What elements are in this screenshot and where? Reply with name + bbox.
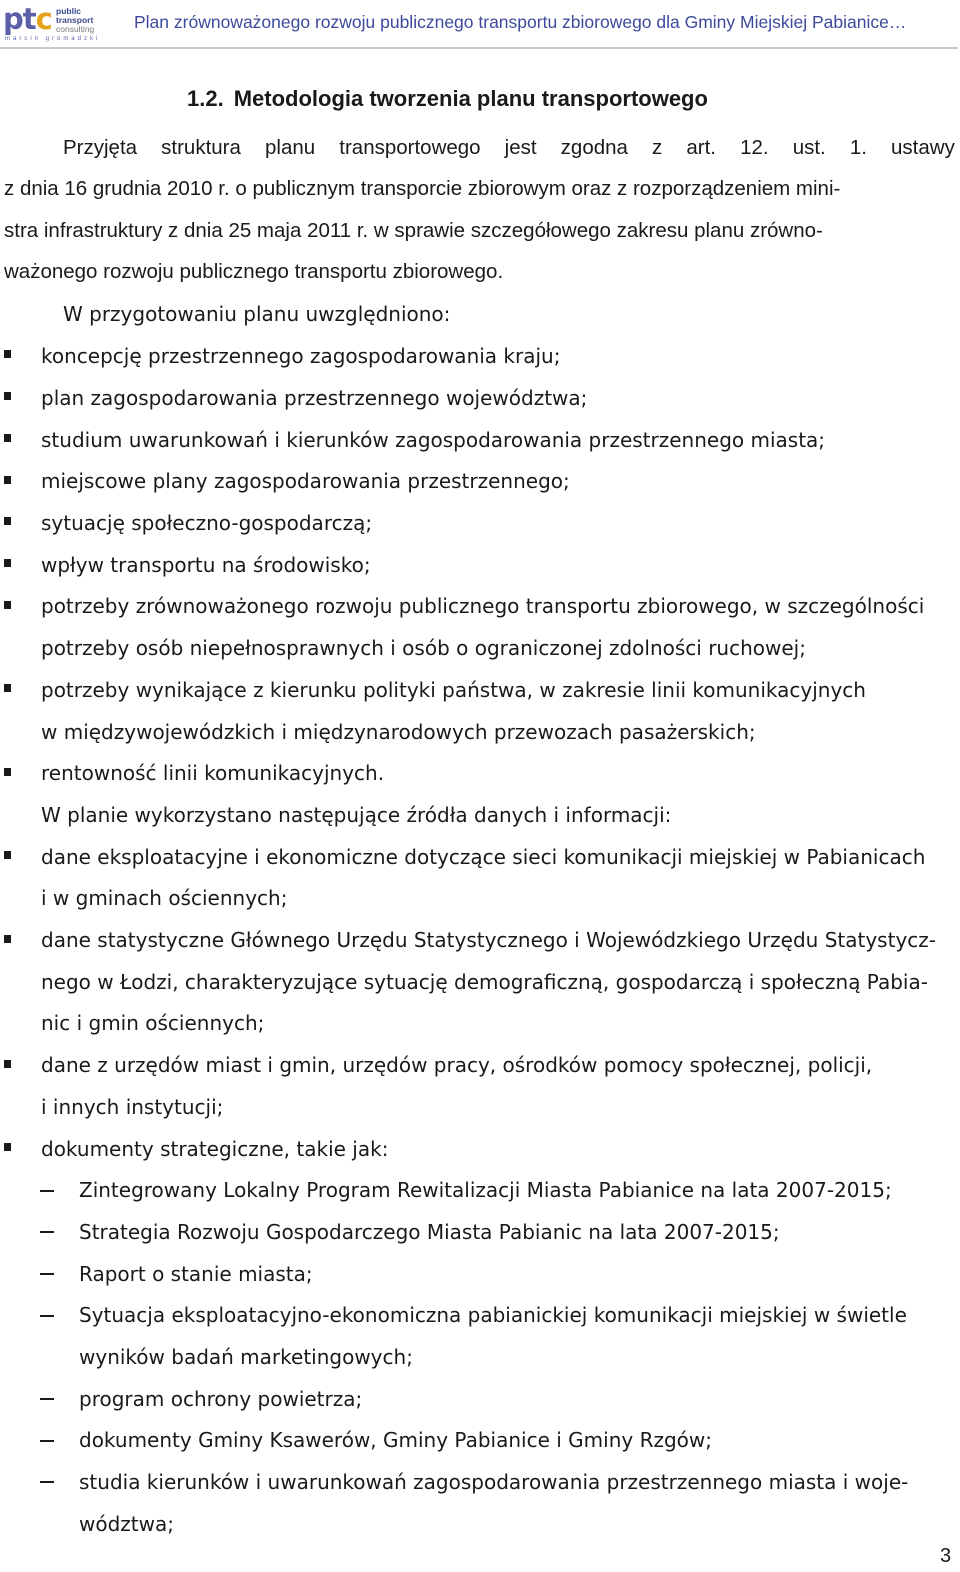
list-item: potrzeby wynikające z kierunku polityki państwa, w zakresie linii komunikacyjnych bbox=[41, 678, 866, 702]
intro-line-4: ważonego rozwoju publicznego transportu zbiorowego. bbox=[4, 260, 504, 283]
list-item-continuation: i w gminach ościennych; bbox=[41, 886, 288, 910]
word: ustawy bbox=[891, 136, 955, 159]
list-item: koncepcję przestrzennego zagospodarowania kraju; bbox=[41, 344, 561, 368]
bullet-icon bbox=[4, 601, 11, 609]
logo-line-transport: transport bbox=[56, 15, 94, 25]
section-number: 1.2. bbox=[187, 86, 224, 111]
word: zgodna bbox=[560, 136, 628, 159]
header-divider bbox=[0, 47, 958, 49]
word: 12. bbox=[740, 136, 769, 159]
word: planu bbox=[265, 136, 316, 159]
logo-author: marcin gromadzki bbox=[5, 36, 101, 42]
list-item: rentowność linii komunikacyjnych. bbox=[41, 761, 385, 785]
list-item: plan zagospodarowania przestrzennego województwa; bbox=[41, 386, 588, 410]
dash-icon bbox=[40, 1273, 54, 1275]
list-item: dokumenty strategiczne, takie jak: bbox=[41, 1137, 389, 1161]
logo-line-public: public bbox=[56, 6, 82, 16]
bullet-icon bbox=[4, 684, 11, 692]
list-item: wpływ transportu na środowisko; bbox=[41, 553, 371, 577]
sub-list-item: Strategia Rozwoju Gospodarczego Miasta Pabianic na lata 2007-2015; bbox=[79, 1220, 780, 1244]
dash-icon bbox=[40, 1440, 54, 1442]
intro-line-3: stra infrastruktury z dnia 25 maja 2011 r. w sprawie szczegółowego zakresu planu zrówno- bbox=[4, 219, 823, 242]
sub-list-item: program ochrony powietrza; bbox=[79, 1387, 363, 1411]
word: art. bbox=[686, 136, 716, 159]
logo-brand: ptc bbox=[3, 2, 52, 36]
bullet-icon bbox=[4, 851, 11, 859]
list-item-continuation: i innych instytucji; bbox=[41, 1095, 224, 1119]
dash-icon bbox=[40, 1231, 54, 1233]
dash-icon bbox=[40, 1398, 54, 1400]
section-heading bbox=[187, 86, 708, 112]
bullet-icon bbox=[4, 517, 11, 525]
logo-text bbox=[56, 7, 106, 34]
list-item: dane eksploatacyjne i ekonomiczne dotyczące sieci komunikacji miejskiej w Pabianicach bbox=[41, 845, 926, 869]
ptc-logo bbox=[3, 4, 103, 44]
list-item: dane statystyczne Głównego Urzędu Statystycznego i Wojewódzkiego Urzędu Statystycz- bbox=[41, 928, 936, 952]
bullet-icon bbox=[4, 935, 11, 943]
bullet-icon bbox=[4, 350, 11, 358]
sources-intro: W planie wykorzystano następujące źródła danych i informacji: bbox=[41, 803, 672, 827]
intro-line-2: z dnia 16 grudnia 2010 r. o publicznym transporcie zbiorowym oraz z rozporządzeniem mini- bbox=[4, 177, 841, 200]
bullet-icon bbox=[4, 559, 11, 567]
document-title: Plan zrównoważonego rozwoju publicznego transportu zbiorowego dla Gminy Miejskiej Pabianice… bbox=[134, 12, 907, 32]
dash-icon bbox=[40, 1190, 54, 1192]
list-item-continuation: w międzywojewódzkich i międzynarodowych przewozach pasażerskich; bbox=[41, 720, 756, 744]
word: z bbox=[652, 136, 663, 159]
bullet-icon bbox=[4, 392, 11, 400]
word: 1. bbox=[849, 136, 867, 159]
word: ust. bbox=[792, 136, 826, 159]
page-header bbox=[0, 0, 960, 50]
word: jest bbox=[504, 136, 537, 159]
section-title: Metodologia tworzenia planu transportowego bbox=[233, 86, 708, 111]
logo-line-consulting: consulting bbox=[56, 24, 95, 34]
list-item-continuation: nic i gmin ościennych; bbox=[41, 1011, 265, 1035]
list-item-continuation: potrzeby osób niepełnosprawnych i osób o ograniczonej zdolności ruchowej; bbox=[41, 636, 806, 660]
list-item: dane z urzędów miast i gmin, urzędów pracy, ośrodków pomocy społecznej, policji, bbox=[41, 1053, 873, 1077]
dash-icon bbox=[40, 1481, 54, 1483]
list-item-continuation: nego w Łodzi, charakteryzujące sytuację demograficzną, gospodarczą i społeczną Pabia- bbox=[41, 970, 928, 994]
bullet-icon bbox=[4, 1060, 11, 1068]
sub-list-item-continuation: wództwa; bbox=[79, 1512, 174, 1536]
intro-line-1 bbox=[63, 135, 955, 161]
sub-list-item: Sytuacja eksploatacyjno-ekonomiczna pabianickiej komunikacji miejskiej w świetle bbox=[79, 1303, 907, 1327]
list-item: sytuację społeczno-gospodarczą; bbox=[41, 511, 373, 535]
list-item: studium uwarunkowań i kierunków zagospodarowania przestrzennego miasta; bbox=[41, 428, 826, 452]
bullet-icon bbox=[4, 434, 11, 442]
word: transportowego bbox=[339, 136, 481, 159]
sub-list-item: Zintegrowany Lokalny Program Rewitalizacji Miasta Pabianice na lata 2007-2015; bbox=[79, 1178, 892, 1202]
bullet-icon bbox=[4, 476, 11, 484]
bullet-icon bbox=[4, 768, 11, 776]
page-number: 3 bbox=[940, 1545, 952, 1567]
dash-icon bbox=[40, 1315, 54, 1317]
word: struktura bbox=[161, 136, 241, 159]
list-item: potrzeby zrównoważonego rozwoju publicznego transportu zbiorowego, w szczególności bbox=[41, 594, 925, 618]
word: Przyjęta bbox=[63, 136, 138, 159]
considered-intro: W przygotowaniu planu uwzględniono: bbox=[63, 302, 451, 326]
sub-list-item: Raport o stanie miasta; bbox=[79, 1262, 313, 1286]
sub-list-item-continuation: wyników badań marketingowych; bbox=[79, 1345, 413, 1369]
sub-list-item: dokumenty Gminy Ksawerów, Gminy Pabianice i Gminy Rzgów; bbox=[79, 1428, 712, 1452]
bullet-icon bbox=[4, 1143, 11, 1151]
list-item: miejscowe plany zagospodarowania przestrzennego; bbox=[41, 469, 570, 493]
sub-list-item: studia kierunków i uwarunkowań zagospodarowania przestrzennego miasta i woje- bbox=[79, 1470, 909, 1494]
